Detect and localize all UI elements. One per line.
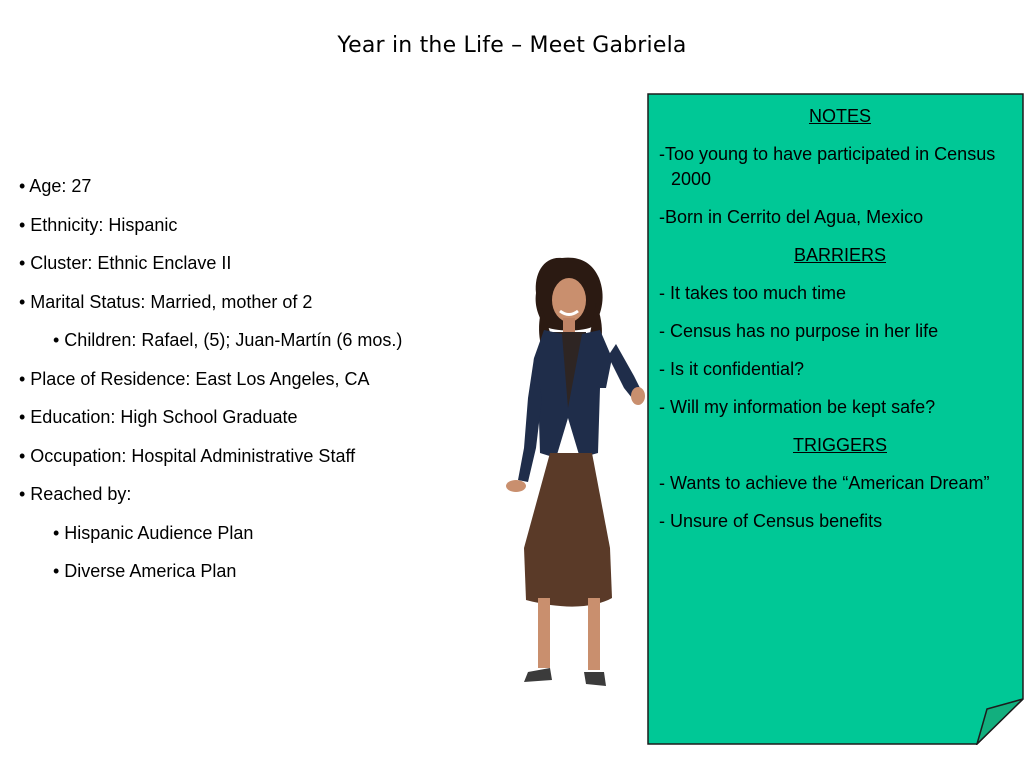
notes-item: -Too young to have participated in Census 2000: [659, 144, 996, 189]
woman-photo: [484, 248, 654, 708]
profile-residence: • Place of Residence: East Los Angeles, CA: [19, 368, 370, 389]
profile-cluster: • Cluster: Ethnic Enclave II: [19, 253, 232, 273]
profile-diverse-plan: • Diverse America Plan: [53, 561, 237, 581]
profile-marital-status: • Marital Status: Married, mother of 2: [19, 291, 313, 312]
notes-heading: NOTES: [808, 106, 871, 126]
notes-card: [647, 93, 1024, 745]
profile-education: • Education: High School Graduate: [19, 407, 298, 427]
barriers-heading: BARRIERS: [793, 245, 887, 265]
triggers-heading: TRIGGERS: [792, 435, 887, 455]
notes-content: [659, 104, 1009, 547]
profile-children: • Children: Rafael, (5); Juan-Martín (6 mos.): [53, 330, 403, 350]
profile-list: [19, 174, 459, 598]
barrier-item: - Census has no purpose in her life: [659, 321, 939, 341]
trigger-item: - Wants to achieve the “American Dream”: [659, 473, 990, 493]
profile-ethnicity: • Ethnicity: Hispanic: [19, 214, 178, 235]
profile-hispanic-plan: • Hispanic Audience Plan: [53, 522, 254, 543]
barrier-item: - Is it confidential?: [659, 359, 805, 379]
profile-age: • Age: 27: [19, 176, 92, 196]
profile-occupation: • Occupation: Hospital Administrative Staff: [19, 445, 356, 466]
barrier-item: - It takes too much time: [659, 283, 847, 303]
notes-item: -Born in Cerrito del Agua, Mexico: [659, 207, 924, 227]
trigger-item: - Unsure of Census benefits: [659, 511, 883, 531]
profile-reached-by: • Reached by:: [19, 484, 132, 504]
slide-title: Year in the Life – Meet Gabriela: [337, 33, 687, 58]
barrier-item: - Will my information be kept safe?: [659, 397, 936, 417]
